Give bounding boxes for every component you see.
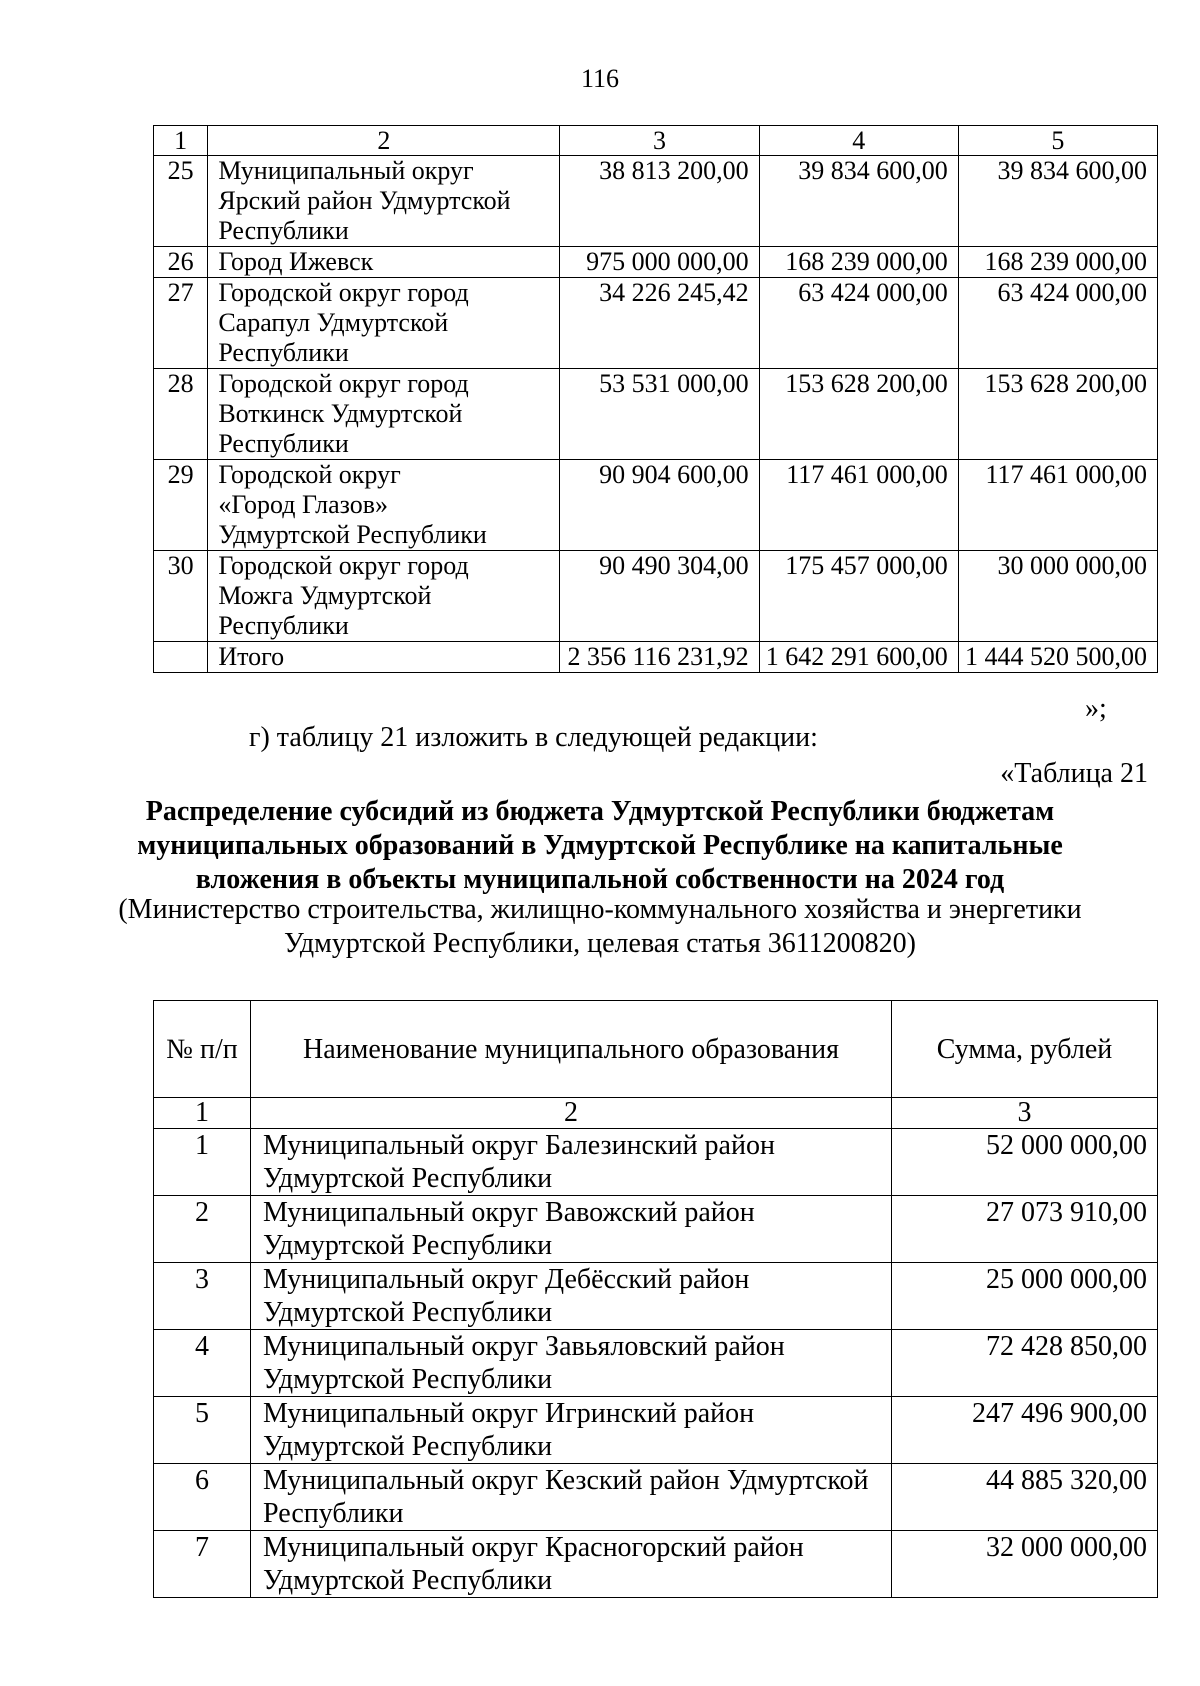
row-number: 26	[154, 247, 208, 278]
table-row	[154, 369, 1158, 460]
table-row	[154, 1330, 1158, 1397]
table-row	[154, 278, 1158, 369]
amount-col3: 34 226 245,42	[560, 278, 759, 369]
header-name: Наименование муниципального образования	[251, 1001, 892, 1098]
amount-col4: 117 461 000,00	[759, 460, 958, 551]
amount-col3: 38 813 200,00	[560, 156, 759, 247]
row-number-empty	[154, 642, 208, 673]
row-number: 29	[154, 460, 208, 551]
row-number: 27	[154, 278, 208, 369]
amount-col3: 53 531 000,00	[560, 369, 759, 460]
amount-col5: 39 834 600,00	[958, 156, 1157, 247]
row-number: 2	[154, 1196, 251, 1263]
column-number: 3	[892, 1098, 1158, 1129]
column-number: 2	[208, 126, 560, 156]
amount-col4: 153 628 200,00	[759, 369, 958, 460]
amount-col4: 175 457 000,00	[759, 551, 958, 642]
closing-quote: »;	[1085, 693, 1107, 724]
table-header-row	[154, 1001, 1158, 1098]
table-title: Распределение субсидий из бюджета Удмуртской Республики бюджетам муниципальных образований в Удмуртской Республике на капитальные вложения в объекты муниципальной собственности на 2024 год	[137, 796, 1063, 895]
row-number: 30	[154, 551, 208, 642]
table-row	[154, 551, 1158, 642]
row-number: 25	[154, 156, 208, 247]
column-number: 3	[560, 126, 759, 156]
table-row	[154, 1464, 1158, 1531]
municipality-name: Город Ижевск	[208, 247, 560, 278]
table-row	[154, 1196, 1158, 1263]
amount-col5: 63 424 000,00	[958, 278, 1157, 369]
amount-col3: 975 000 000,00	[560, 247, 759, 278]
amount: 25 000 000,00	[892, 1263, 1158, 1330]
amount-col5: 30 000 000,00	[958, 551, 1157, 642]
table-continuation	[153, 125, 1158, 673]
amount: 44 885 320,00	[892, 1464, 1158, 1531]
amount: 52 000 000,00	[892, 1129, 1158, 1196]
table-row	[154, 1397, 1158, 1464]
amount-col5: 117 461 000,00	[958, 460, 1157, 551]
municipality-name: Городской округ «Город Глазов» Удмуртской Республики	[208, 460, 560, 551]
amount: 27 073 910,00	[892, 1196, 1158, 1263]
row-number: 28	[154, 369, 208, 460]
municipality-name: Муниципальный округ Завьяловский район Удмуртской Республики	[251, 1330, 892, 1397]
table-row	[154, 1129, 1158, 1196]
total-row	[154, 642, 1158, 673]
amount-col3: 90 904 600,00	[560, 460, 759, 551]
table-row	[154, 156, 1158, 247]
municipality-name: Муниципальный округ Красногорский район Удмуртской Республики	[251, 1531, 892, 1598]
amount-col5: 153 628 200,00	[958, 369, 1157, 460]
amendment-instruction: г) таблицу 21 изложить в следующей редакции:	[249, 722, 818, 753]
amount-col4: 168 239 000,00	[759, 247, 958, 278]
row-number: 5	[154, 1397, 251, 1464]
amount-col4: 63 424 000,00	[759, 278, 958, 369]
table-reference: «Таблица 21	[1000, 758, 1148, 789]
total-label: Итого	[208, 642, 560, 673]
column-number: 4	[759, 126, 958, 156]
total-col5: 1 444 520 500,00	[958, 642, 1157, 673]
header-number: № п/п	[154, 1001, 251, 1098]
municipality-name: Муниципальный округ Кезский район Удмуртской Республики	[251, 1464, 892, 1531]
amount-col4: 39 834 600,00	[759, 156, 958, 247]
municipality-name: Муниципальный округ Ярский район Удмуртской Республики	[208, 156, 560, 247]
header-sum: Сумма, рублей	[892, 1001, 1158, 1098]
amount: 72 428 850,00	[892, 1330, 1158, 1397]
row-number: 1	[154, 1129, 251, 1196]
column-numbers-row	[154, 126, 1158, 156]
table-row	[154, 1531, 1158, 1598]
row-number: 4	[154, 1330, 251, 1397]
row-number: 6	[154, 1464, 251, 1531]
column-number: 1	[154, 126, 208, 156]
table-row	[154, 460, 1158, 551]
table-subtitle: (Министерство строительства, жилищно-коммунального хозяйства и энергетики Удмуртской Республики, целевая статья 3611200820)	[118, 894, 1082, 959]
municipality-name: Городской округ город Сарапул Удмуртской Республики	[208, 278, 560, 369]
table-row	[154, 247, 1158, 278]
municipality-name: Городской округ город Можга Удмуртской Республики	[208, 551, 560, 642]
total-col3: 2 356 116 231,92	[560, 642, 759, 673]
column-number: 2	[251, 1098, 892, 1129]
column-number: 1	[154, 1098, 251, 1129]
municipality-name: Муниципальный округ Игринский район Удмуртской Республики	[251, 1397, 892, 1464]
table-21	[153, 1000, 1158, 1598]
municipality-name: Городской округ город Воткинск Удмуртской Республики	[208, 369, 560, 460]
municipality-name: Муниципальный округ Вавожский район Удмуртской Республики	[251, 1196, 892, 1263]
page-number: 116	[580, 64, 620, 93]
municipality-name: Муниципальный округ Дебёсский район Удмуртской Республики	[251, 1263, 892, 1330]
total-col4: 1 642 291 600,00	[759, 642, 958, 673]
municipality-name: Муниципальный округ Балезинский район Удмуртской Республики	[251, 1129, 892, 1196]
row-number: 3	[154, 1263, 251, 1330]
amount-col5: 168 239 000,00	[958, 247, 1157, 278]
amount: 32 000 000,00	[892, 1531, 1158, 1598]
amount-col3: 90 490 304,00	[560, 551, 759, 642]
amount: 247 496 900,00	[892, 1397, 1158, 1464]
table-row	[154, 1263, 1158, 1330]
row-number: 7	[154, 1531, 251, 1598]
column-number: 5	[958, 126, 1157, 156]
column-numbers-row	[154, 1098, 1158, 1129]
